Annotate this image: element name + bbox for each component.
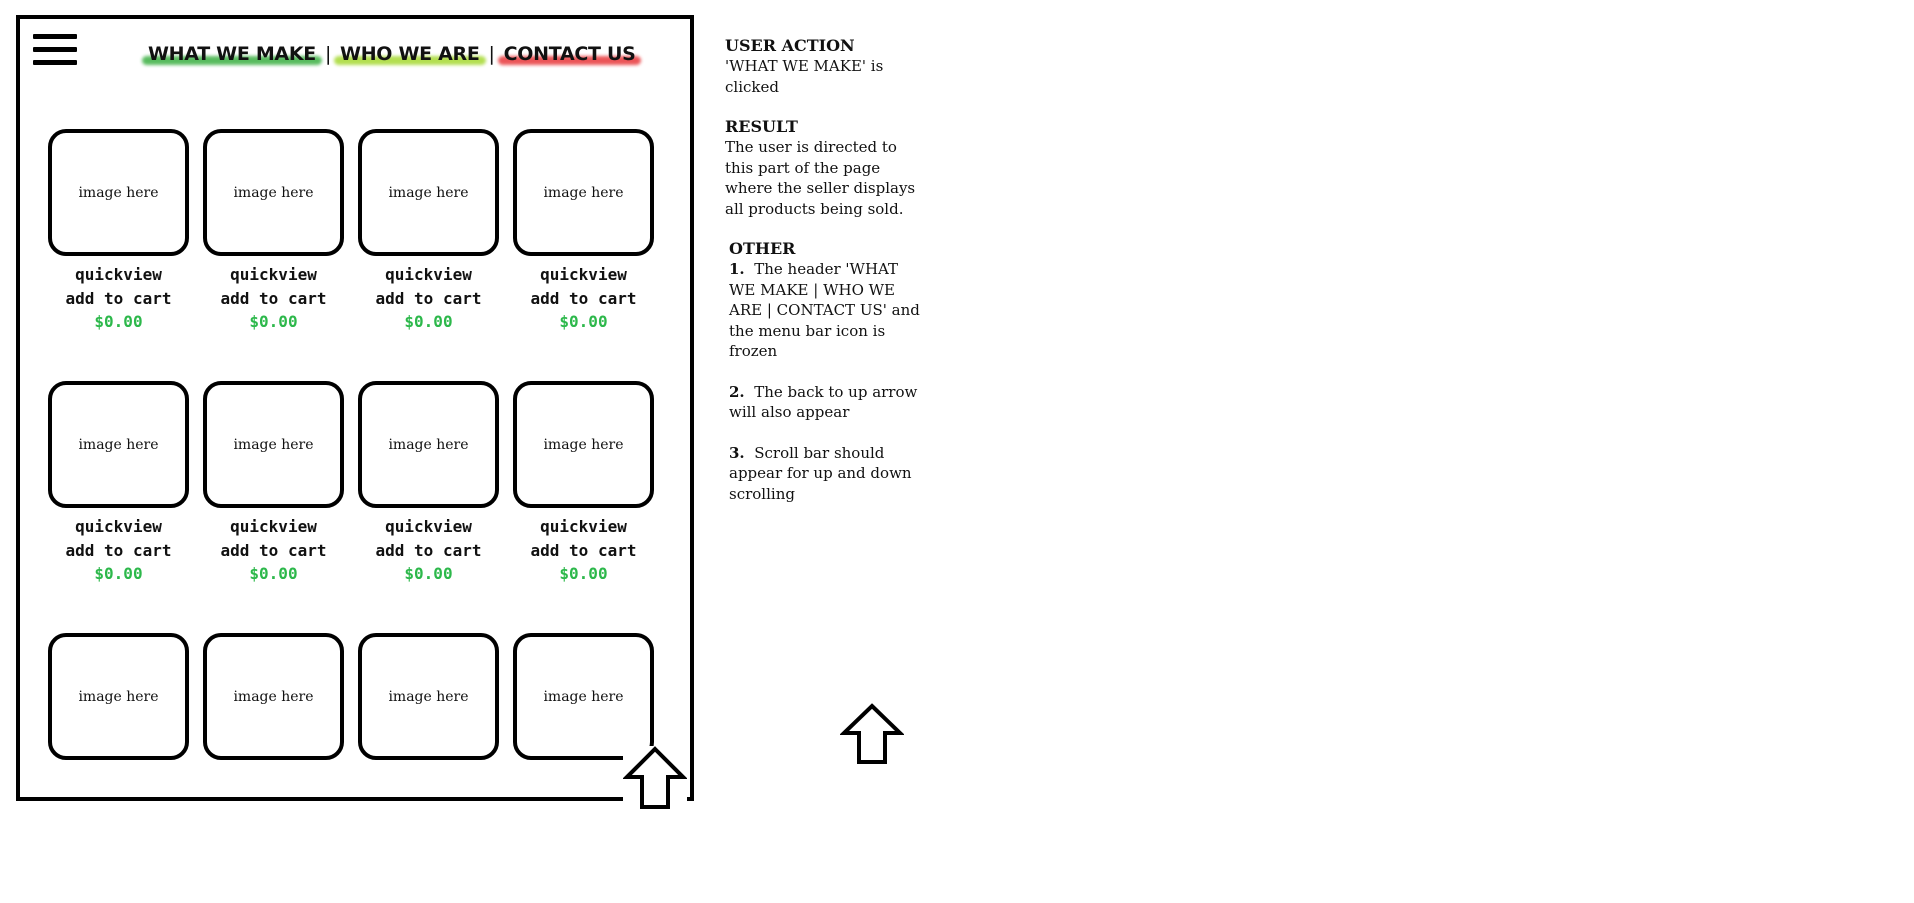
quickview-link[interactable]: quickview [385,265,472,284]
hamburger-line [33,47,77,52]
hamburger-menu-icon[interactable] [33,32,77,66]
other-note-item [729,382,925,423]
quickview-link[interactable]: quickview [75,517,162,536]
product-image-placeholder[interactable]: image here [513,633,654,760]
user-action-text: 'WHAT WE MAKE' is clicked [725,57,884,96]
add-to-cart-link[interactable]: add to cart [530,289,637,308]
nav-separator: | [488,43,495,65]
add-to-cart-link[interactable]: add to cart [375,541,482,560]
product-image-placeholder[interactable]: image here [203,633,344,760]
nav-separator: | [324,43,332,65]
product-image-placeholder[interactable]: image here [358,129,499,256]
add-to-cart-link[interactable]: add to cart [65,289,172,308]
product-card [203,633,344,773]
quickview-link[interactable]: quickview [540,265,627,284]
quickview-link[interactable]: quickview [230,517,317,536]
other-note-item [729,443,925,505]
nav-label: WHO WE ARE [340,43,480,65]
product-image-placeholder[interactable]: image here [358,633,499,760]
result-heading: RESULT [725,117,798,136]
user-action-section [725,36,925,97]
quickview-link[interactable]: quickview [230,265,317,284]
back-to-top-arrow-icon[interactable] [623,746,687,810]
product-image-placeholder[interactable]: image here [48,381,189,508]
other-note-number: 3. [729,443,745,462]
add-to-cart-link[interactable]: add to cart [65,541,172,560]
product-price: $0.00 [249,564,298,583]
product-card [358,381,499,633]
nav-label: CONTACT US [503,43,636,65]
product-price: $0.00 [404,312,453,331]
product-image-placeholder[interactable]: image here [48,129,189,256]
product-image-placeholder[interactable]: image here [48,633,189,760]
add-to-cart-link[interactable]: add to cart [220,289,327,308]
other-note-text: The header 'WHAT WE MAKE | WHO WE ARE | CONTACT US' and the menu bar icon is frozen [729,260,920,360]
add-to-cart-link[interactable]: add to cart [220,541,327,560]
product-card [48,129,189,381]
product-price: $0.00 [404,564,453,583]
other-note-text: Scroll bar should appear for up and down scrolling [729,443,912,503]
product-image-placeholder[interactable]: image here [513,129,654,256]
product-card [48,381,189,633]
hamburger-line [33,34,77,39]
nav-label: WHAT WE MAKE [148,43,316,65]
back-to-top-arrow-icon[interactable] [840,703,904,765]
product-card [358,129,499,381]
product-grid [48,129,654,773]
hamburger-line [33,60,77,65]
product-image-placeholder[interactable]: image here [203,381,344,508]
quickview-link[interactable]: quickview [75,265,162,284]
other-note-number: 2. [729,382,745,401]
result-text: The user is directed to this part of the page where the seller displays all products being sold. [725,138,916,218]
product-price: $0.00 [94,564,143,583]
nav-contact-us[interactable] [502,43,638,65]
product-image-placeholder[interactable]: image here [358,381,499,508]
quickview-link[interactable]: quickview [540,517,627,536]
add-to-cart-link[interactable]: add to cart [375,289,482,308]
product-price: $0.00 [559,564,608,583]
product-card [203,381,344,633]
other-note-text: The back to up arrow will also appear [729,382,918,421]
product-card [358,633,499,773]
wireframe-frame [16,15,694,801]
product-card [513,381,654,633]
product-image-placeholder[interactable]: image here [203,129,344,256]
product-card [48,633,189,773]
other-section [729,239,925,504]
user-action-heading: USER ACTION [725,36,855,55]
header-nav [146,37,637,71]
product-price: $0.00 [559,312,608,331]
product-card [513,129,654,381]
product-price: $0.00 [249,312,298,331]
product-price: $0.00 [94,312,143,331]
other-note-number: 1. [729,260,745,278]
product-card [203,129,344,381]
nav-what-we-make[interactable] [146,43,318,65]
add-to-cart-link[interactable]: add to cart [530,541,637,560]
nav-who-we-are[interactable] [338,43,482,65]
annotation-notes [725,36,925,524]
other-heading: OTHER [729,239,796,258]
product-image-placeholder[interactable]: image here [513,381,654,508]
other-note-item [729,259,925,362]
result-section [725,117,925,219]
quickview-link[interactable]: quickview [385,517,472,536]
